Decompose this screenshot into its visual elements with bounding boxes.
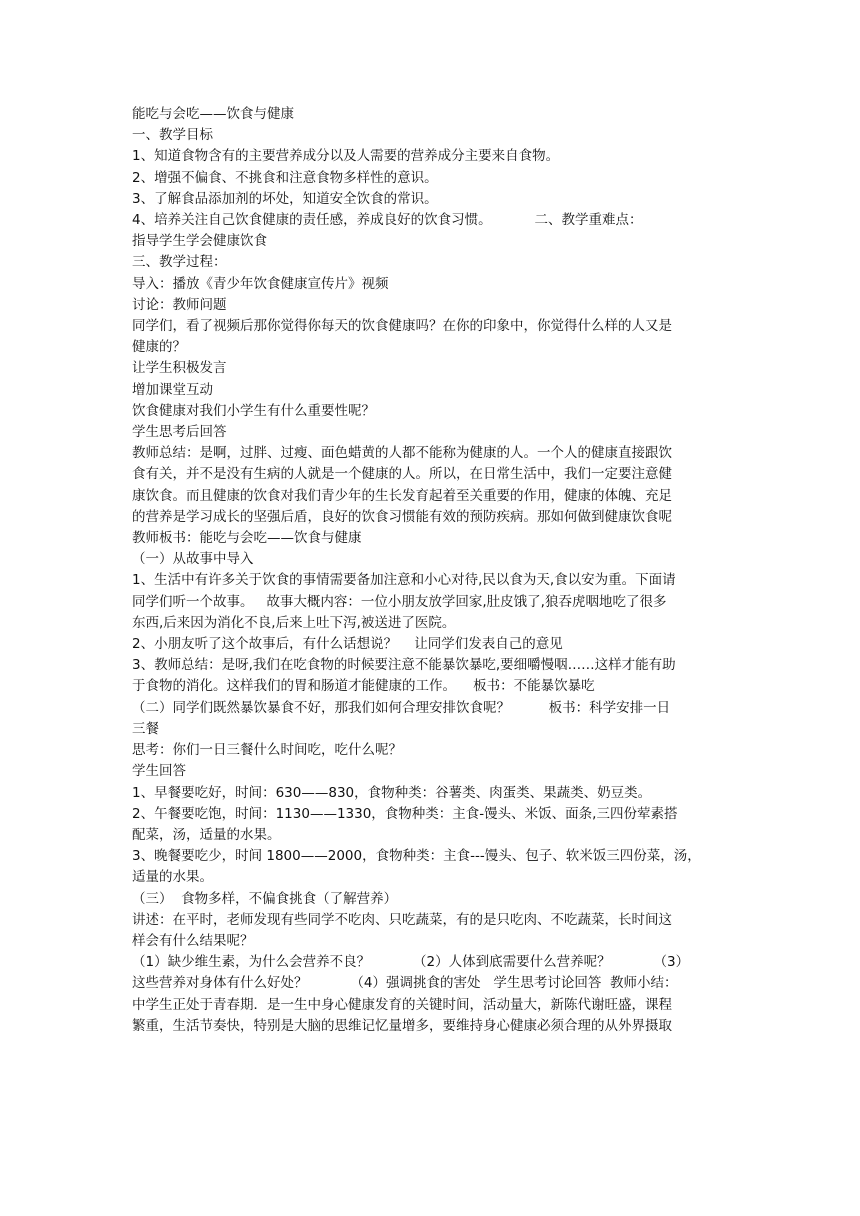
text-line: 2、小朋友听了这个故事后，有什么话想说？ 让同学们发表自己的意见 [132, 636, 563, 653]
text-line: 3、教师总结：是呀,我们在吃食物的时候要注意不能暴饮暴吃,要细嚼慢咽……这样才能有助 [132, 657, 676, 674]
document-title: 能吃与会吃——饮食与健康 [132, 106, 294, 122]
text-line: 3、晚餐要吃少，时间 1800——2000，食物种类：主食---馒头、包子、软米饭三四份菜，汤， [132, 848, 701, 865]
text-line: （一）从故事中导入 [132, 551, 254, 568]
text-line: 于食物的消化。这样我们的胃和肠道才能健康的工作。 板书：不能暴饮暴吃 [132, 678, 595, 695]
text-line: 康饮食。而且健康的饮食对我们青少年的生长发育起着至关重要的作用，健康的体魄、充足 [132, 487, 672, 504]
text-line: 学生回答 [132, 763, 186, 780]
text-line: 1、生活中有许多关于饮食的事情需要备加注意和小心对待,民以食为天,食以安为重。下面请 [132, 572, 676, 589]
text-line: 三餐 [132, 720, 159, 737]
text-line: 的营养是学习成长的坚强后盾，良好的饮食习惯能有效的预防疾病。那如何做到健康饮食呢 [132, 508, 672, 525]
text-line: 1、知道食物含有的主要营养成分以及人需要的营养成分主要来自食物。 [132, 148, 560, 165]
text-line: （1）缺少维生素，为什么会营养不良？ （2）人体到底需要什么营养呢？ （3） [132, 954, 690, 971]
text-line: 一、教学目标 [132, 127, 213, 144]
text-line: 指导学生学会健康饮食 [132, 233, 267, 250]
text-line: 繁重，生活节奏快，特别是大脑的思维记忆量增多，要维持身心健康必须合理的从外界摄取 [132, 1017, 672, 1034]
text-line: 增加课堂互动 [132, 381, 213, 398]
text-line: 配菜，汤，适量的水果。 [132, 826, 281, 843]
text-line: （三） 食物多样，不偏食挑食（了解营养） [132, 890, 398, 907]
text-line: 健康的？ [132, 339, 186, 356]
document-body [132, 104, 730, 1037]
text-line: 饮食健康对我们小学生有什么重要性呢？ [132, 402, 375, 419]
text-line: 食有关，并不是没有生病的人就是一个健康的人。所以，在日常生活中，我们一定要注意健 [132, 466, 672, 483]
text-line: 2、午餐要吃饱，时间：1130——1330，食物种类：主食-馒头、米饭、面条,三四份荤素搭 [132, 805, 678, 822]
text-line: 1、早餐要吃好，时间：630——830，食物种类：谷薯类、肉蛋类、果蔬类、奶豆类。 [132, 784, 652, 801]
text-line: 适量的水果。 [132, 869, 213, 886]
text-line: 同学们听一个故事。 故事大概内容：一位小朋友放学回家,肚皮饿了,狼吞虎咽地吃了很多 [132, 593, 667, 610]
text-line: 同学们，看了视频后那你觉得你每天的饮食健康吗？在你的印象中，你觉得什么样的人又是 [132, 318, 672, 335]
text-line: 讨论：教师问题 [132, 296, 227, 313]
text-line: 三、教学过程： [132, 254, 227, 271]
text-line: 导入：播放《青少年饮食健康宣传片》视频 [132, 275, 389, 292]
text-line: 思考：你们一日三餐什么时间吃，吃什么呢？ [132, 742, 402, 759]
text-line: 讲述：在平时，老师发现有些同学不吃肉、只吃蔬菜，有的是只吃肉、不吃蔬菜，长时间这 [132, 911, 672, 928]
text-line: 学生思考后回答 [132, 424, 227, 441]
text-line: 中学生正处于青春期．是一生中身心健康发育的关键时间，活动量大，新陈代谢旺盛，课程 [132, 996, 672, 1013]
text-line: 让学生积极发言 [132, 360, 227, 377]
text-line: 样会有什么结果呢？ [132, 932, 254, 949]
text-line: 2、增强不偏食、不挑食和注意食物多样性的意识。 [132, 169, 438, 186]
text-line: 教师板书：能吃与会吃——饮食与健康 [132, 530, 362, 547]
text-line: 这些营养对身体有什么好处？ （4）强调挑食的害处 学生思考讨论回答 教师小结： [132, 975, 678, 992]
text-line: 4、培养关注自己饮食健康的责任感，养成良好的饮食习惯。 二、教学重难点： [132, 212, 643, 229]
document-lines [132, 125, 730, 1037]
text-line: 3、了解食品添加剂的坏处，知道安全饮食的常识。 [132, 190, 438, 207]
text-line: 教师总结：是啊，过胖、过瘦、面色蜡黄的人都不能称为健康的人。一个人的健康直接跟饮 [132, 445, 672, 462]
text-line: 东西,后来因为消化不良,后来上吐下泻,被送进了医院。 [132, 614, 456, 631]
text-line: （二）同学们既然暴饮暴食不好，那我们如何合理安排饮食呢？ 板书：科学安排一日 [132, 699, 671, 716]
